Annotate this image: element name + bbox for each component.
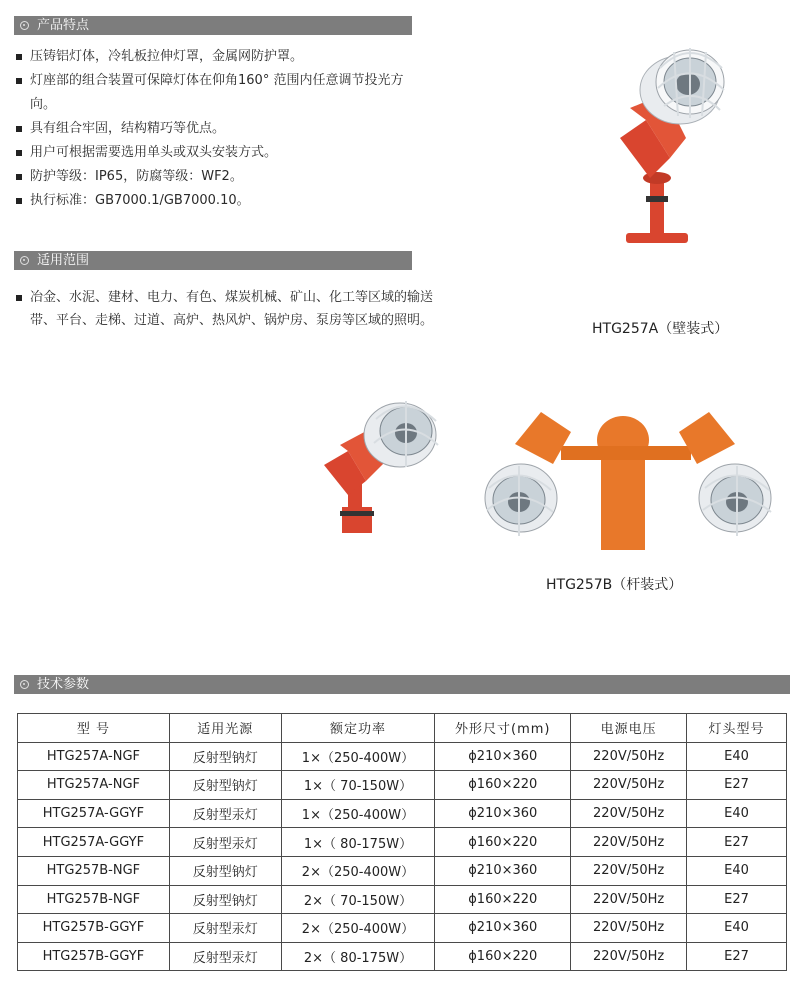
list-item: 用户可根据需要选用单头或双头安装方式。: [16, 141, 421, 165]
pole-mount-caption: HTG257B（杆装式）: [546, 577, 683, 593]
square-bullet-icon: [16, 198, 22, 204]
header-voltage: 电源电压: [571, 714, 687, 743]
square-bullet-icon: [16, 295, 22, 301]
circle-bullet-icon: [20, 256, 29, 265]
specs-section-title: 技术参数: [37, 677, 90, 692]
spec-table: [17, 713, 787, 971]
scope-section-title: 适用范围: [37, 253, 90, 268]
square-bullet-icon: [16, 78, 22, 84]
header-model: 型 号: [18, 714, 170, 743]
specs-section-bar: [14, 675, 790, 694]
circle-bullet-icon: [20, 680, 29, 689]
square-bullet-icon: [16, 54, 22, 60]
header-lamp-base: 灯头型号: [687, 714, 787, 743]
table-header-row: [18, 714, 787, 743]
square-bullet-icon: [16, 126, 22, 132]
scope-section-bar: [14, 251, 412, 270]
header-dimensions: 外形尺寸(mm): [435, 714, 571, 743]
list-item: 执行标准：GB7000.1/GB7000.10。: [16, 189, 421, 213]
header-light-source: 适用光源: [169, 714, 281, 743]
features-list: [16, 45, 421, 213]
table-row: HTG257B-GGYF 反射型汞灯 2×（ 80-175W） ϕ160×220 220V/50Hz E27: [18, 942, 787, 971]
wall-mount-caption: HTG257A（壁装式）: [592, 321, 729, 337]
table-row: HTG257A-GGYF 反射型汞灯 1×（250-400W） ϕ210×360 220V/50Hz E40: [18, 799, 787, 828]
list-item: 具有组合牢固，结构精巧等优点。: [16, 117, 421, 141]
table-row: HTG257B-NGF 反射型钠灯 2×（ 70-150W） ϕ160×220 220V/50Hz E27: [18, 885, 787, 914]
features-section-bar: [14, 16, 412, 35]
scope-paragraph: 冶金、水泥、建材、电力、有色、煤炭机械、矿山、化工等区域的输送带、平台、走梯、过道、高炉、热风炉、锅炉房、泵房等区域的照明。: [16, 286, 435, 332]
list-item: 灯座部的组合装置可保障灯体在仰角160° 范围内任意调节投光方向。: [16, 69, 421, 117]
table-row: HTG257A-NGF 反射型钠灯 1×（ 70-150W） ϕ160×220 220V/50Hz E27: [18, 771, 787, 800]
table-row: HTG257B-NGF 反射型钠灯 2×（250-400W） ϕ210×360 220V/50Hz E40: [18, 856, 787, 885]
square-bullet-icon: [16, 150, 22, 156]
table-row: HTG257A-NGF 反射型钠灯 1×（250-400W） ϕ210×360 220V/50Hz E40: [18, 742, 787, 771]
list-item: 压铸铝灯体，冷轧板拉伸灯罩，金属网防护罩。: [16, 45, 421, 69]
features-section-title: 产品特点: [37, 18, 90, 33]
circle-bullet-icon: [20, 21, 29, 30]
table-row: HTG257B-GGYF 反射型汞灯 2×（250-400W） ϕ210×360 220V/50Hz E40: [18, 914, 787, 943]
table-row: HTG257A-GGYF 反射型汞灯 1×（ 80-175W） ϕ160×220 220V/50Hz E27: [18, 828, 787, 857]
wall-mount-lamp-image: [590, 28, 750, 250]
square-bullet-icon: [16, 174, 22, 180]
small-red-lamp-image: [320, 395, 450, 537]
pole-mount-lamp-image: [475, 402, 780, 552]
list-item: 防护等级：IP65，防腐等级：WF2。: [16, 165, 421, 189]
header-rated-power: 额定功率: [281, 714, 435, 743]
